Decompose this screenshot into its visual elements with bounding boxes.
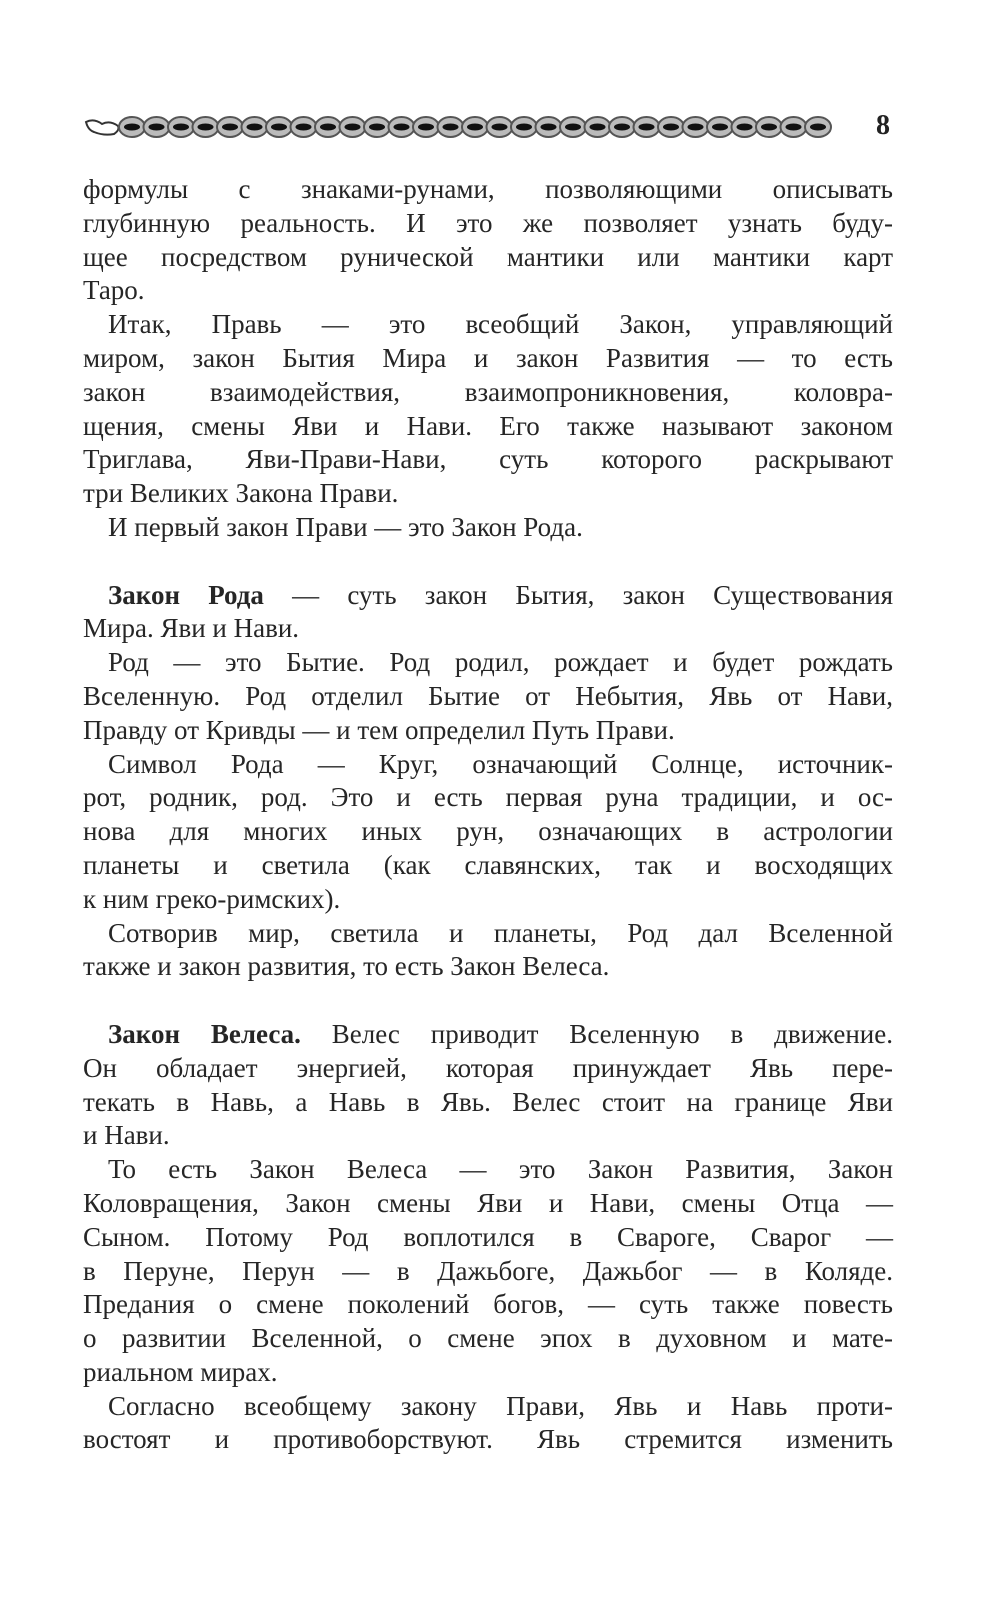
line-text: Вселенную. Род отделил Бытие от Небытия, Явь от Нави,	[83, 680, 893, 711]
chain-link-icon	[119, 117, 145, 137]
line-text: Триглава, Яви-Прави-Нави, суть которого раскрывают	[83, 444, 893, 475]
text-line	[83, 308, 893, 342]
paragraph-gap	[83, 545, 893, 579]
line-text: И первый закон Прави — это Закон Рода.	[108, 511, 583, 542]
text-line	[83, 241, 893, 275]
chain-link-icon	[487, 117, 513, 137]
text-line	[83, 1221, 893, 1255]
text-line	[83, 883, 893, 917]
chain-link-icon	[389, 117, 415, 137]
text-line	[83, 1356, 893, 1390]
text-line	[83, 342, 893, 376]
chain-link-icon	[413, 117, 439, 137]
text-line	[83, 917, 893, 951]
paragraph-gap	[83, 984, 893, 1018]
chain-link-icon	[291, 117, 317, 137]
text-line	[83, 1052, 893, 1086]
section-heading: Закон Велеса.	[108, 1018, 301, 1049]
text-line	[83, 1018, 893, 1052]
chain-link-icon	[217, 117, 243, 137]
line-text: к ним греко-римских).	[83, 883, 341, 914]
line-text: Коловращения, Закон смены Яви и Нави, смены Отца —	[83, 1187, 893, 1218]
text-line	[83, 511, 893, 545]
text-line	[83, 680, 893, 714]
text-line	[83, 443, 893, 477]
line-text: Велес приводит Вселенную в движение.	[300, 1018, 893, 1049]
hand-ornament-icon	[86, 120, 119, 134]
text-line	[83, 376, 893, 410]
line-text: То есть Закон Велеса — это Закон Развития, Закон	[108, 1154, 893, 1185]
chain-link-icon	[658, 117, 684, 137]
text-line	[83, 1423, 893, 1457]
line-text: Мира. Яви и Нави.	[83, 613, 300, 644]
chain-link-icon	[315, 117, 341, 137]
line-text: в Перуне, Перун — в Дажьбоге, Дажьбог — в Коляде.	[83, 1255, 893, 1286]
chain-link-icon	[585, 117, 611, 137]
text-line	[83, 748, 893, 782]
line-text: три Великих Закона Прави.	[83, 478, 399, 509]
line-text: нова для многих иных рун, означающих в астрологии	[83, 816, 893, 847]
text-line	[83, 1086, 893, 1120]
line-text: рот, родник, род. Это и есть первая руна традиции, и ос-	[83, 782, 893, 813]
chain-link-icon	[805, 117, 831, 137]
line-text: миром, закон Бытия Мира и закон Развития — то есть	[83, 342, 893, 373]
text-line	[83, 1288, 893, 1322]
text-line	[83, 410, 893, 444]
line-text: планеты и светила (как славянских, так и восходящих	[83, 849, 893, 880]
text-line	[83, 207, 893, 241]
chain-link-icon	[732, 117, 758, 137]
body-text	[83, 173, 893, 1457]
line-text: риальном мирах.	[83, 1356, 278, 1387]
text-line	[83, 646, 893, 680]
line-text: щения, смены Яви и Нави. Его также называют законом	[83, 410, 893, 441]
chain-link-icon	[266, 117, 292, 137]
chain-link-icon	[193, 117, 219, 137]
text-line	[83, 173, 893, 207]
line-text: текать в Навь, а Навь в Явь. Велес стоит на границе Яви	[83, 1086, 893, 1117]
line-text: Сыном. Потому Род воплотился в Свароге, Сварог —	[83, 1221, 893, 1252]
text-line	[83, 781, 893, 815]
text-line	[83, 714, 893, 748]
text-line	[83, 1390, 893, 1424]
chain-link-icon	[756, 117, 782, 137]
line-text: глубинную реальность. И это же позволяет узнать буду-	[83, 207, 893, 238]
chain-link-icon	[364, 117, 390, 137]
text-line	[83, 612, 893, 646]
line-text: формулы с знаками-рунами, позволяющими описывать	[83, 174, 893, 204]
chain-link-icon	[609, 117, 635, 137]
chain-link-icon	[144, 117, 170, 137]
chain-link-icon	[707, 117, 733, 137]
chain-link-icon	[462, 117, 488, 137]
text-line	[83, 950, 893, 984]
line-text: Предания о смене поколений богов, — суть также повесть	[83, 1289, 893, 1320]
text-line	[83, 849, 893, 883]
line-text: также и закон развития, то есть Закон Велеса.	[83, 951, 610, 982]
chain-link-icon	[438, 117, 464, 137]
line-text: Символ Рода — Круг, означающий Солнце, источник-	[108, 748, 893, 779]
text-line	[83, 1153, 893, 1187]
line-text: Он обладает энергией, которая принуждает Явь пере-	[83, 1052, 893, 1083]
line-text: востоят и противоборствуют. Явь стремится изменить	[83, 1424, 893, 1455]
text-line	[83, 1187, 893, 1221]
text-line	[83, 477, 893, 511]
line-text: Таро.	[83, 275, 145, 306]
line-text: о развитии Вселенной, о смене эпох в духовном и мате-	[83, 1323, 893, 1354]
text-line	[83, 579, 893, 613]
line-text: Род — это Бытие. Род родил, рождает и будет рождать	[108, 647, 893, 678]
text-line	[83, 815, 893, 849]
line-text: Согласно всеобщему закону Прави, Явь и Навь проти-	[108, 1390, 893, 1421]
line-text: щее посредством рунической мантики или мантики карт	[83, 241, 893, 272]
text-line	[83, 1255, 893, 1289]
line-text: закон взаимодействия, взаимопроникновения, коловра-	[83, 376, 893, 407]
section-heading: Закон Рода	[108, 579, 264, 610]
chain-link-icon	[560, 117, 586, 137]
header-ornament-icon	[84, 112, 834, 142]
line-text: Правду от Кривды — и тем определил Путь Прави.	[83, 714, 675, 745]
line-text: и Нави.	[83, 1120, 170, 1151]
chain-link-icon	[168, 117, 194, 137]
line-text: Итак, Правь — это всеобщий Закон, управляющий	[108, 309, 893, 340]
chain-link-icon	[634, 117, 660, 137]
chain-link-icon	[340, 117, 366, 137]
chain-link-icon	[683, 117, 709, 137]
line-text: — суть закон Бытия, закон Существования	[263, 579, 893, 610]
line-text: Сотворив мир, светила и планеты, Род дал Вселенной	[108, 917, 893, 948]
text-line	[83, 1322, 893, 1356]
page-number: 8	[876, 110, 890, 141]
chain-link-icon	[536, 117, 562, 137]
text-line	[83, 274, 893, 308]
chain-link-icon	[242, 117, 268, 137]
text-line	[83, 1119, 893, 1153]
chain-link-icon	[781, 117, 807, 137]
chain-link-icon	[511, 117, 537, 137]
